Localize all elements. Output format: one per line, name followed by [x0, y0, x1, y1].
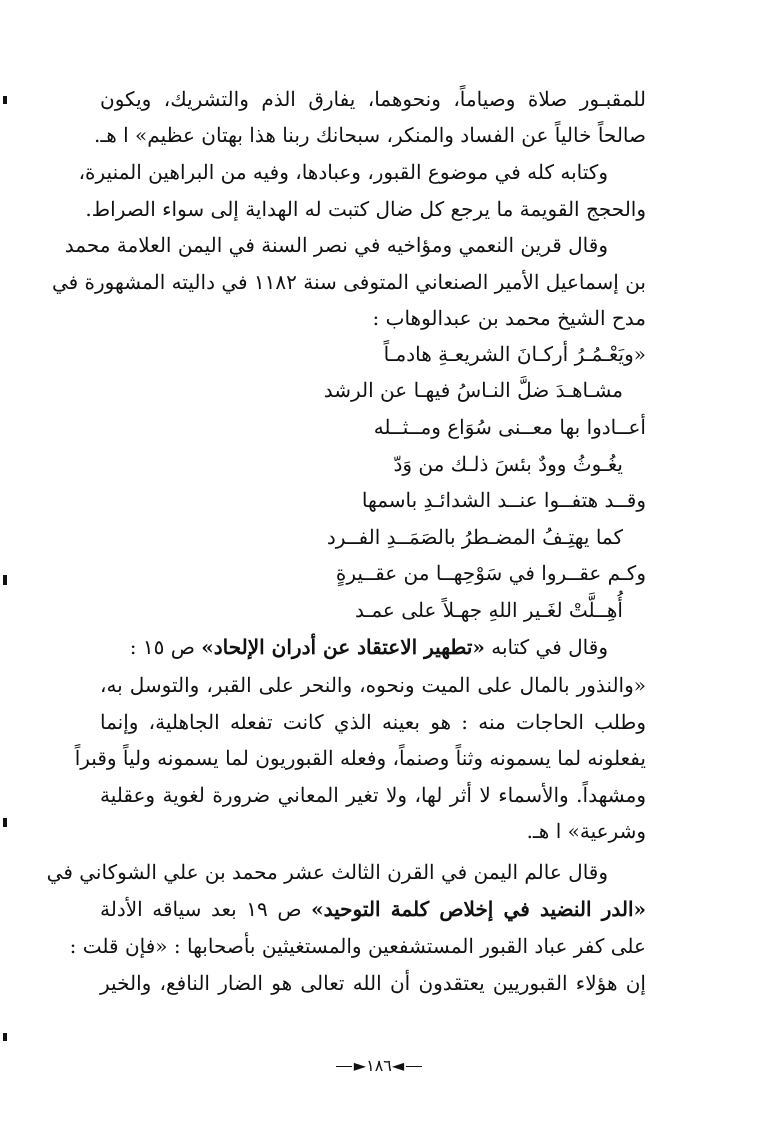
text-line: يفعلونه لما يسمونه وثناً وصنماً، وفعله القبوريون لما يسمونه ولياً وقبراً — [74, 746, 646, 770]
text-line: والحجج القويمة ما يرجع كل ضال كتبت له الهداية إلى سواء الصراط. — [85, 197, 646, 221]
citation-line — [100, 892, 646, 926]
text-line: ومشهداً. والأسماء لا أثر لها، ولا تغير المعاني ضرورة لغوية وعقلية — [100, 783, 646, 807]
citation-rest: ص ١٩ بعد سياقه الأدلة — [100, 897, 312, 921]
citation-intro: وقال في كتابه — [484, 635, 608, 659]
text-line: وطلب الحاجات منه : هو بعينه الذي كانت تفعله الجاهلية، وإنما — [100, 710, 646, 734]
text-line: صالحاً خالياً عن الفساد والمنكر، سبحانك ربنا هذا بهتان عظيم» ا هـ. — [93, 123, 646, 147]
scan-edge-mark — [3, 1033, 7, 1041]
poem-verse: مشـاهـدَ ضلَّ النـاسُ فيهـا عن الرشد — [323, 378, 623, 402]
page-number-value: ١٨٦ — [366, 1056, 392, 1075]
text-line: بن إسماعيل الأمير الصنعاني المتوفى سنة ١١٨٢ في داليته المشهورة في — [51, 270, 646, 294]
poem-verse: أُهِــلَّتْ لغَـير اللهِ جهـلاً على عمـد — [355, 598, 623, 622]
citation-line — [100, 630, 608, 664]
scan-edge-mark — [3, 96, 7, 104]
text-line: وكتابه كله في موضوع القبور، وعبادها، وفيه من البراهين المنيرة، — [78, 160, 608, 184]
text-line: وقال قرين النعمي ومؤاخيه في نصر السنة في اليمن العلامة محمد — [64, 233, 608, 257]
scan-edge-mark — [3, 818, 7, 827]
folio-ornament — [336, 1066, 352, 1067]
text-line: «والنذور بالمال على الميت ونحوه، والنحر على القبر، والتوسل به، — [100, 673, 646, 697]
page-number: ◄١٨٦► — [0, 1056, 758, 1075]
poem-verse: يغُـوثُ وودٌ بئسَ ذلـك من وَدّ — [393, 452, 623, 476]
text-line: على كفر عباد القبور المستشفعين والمستغيثين بأصحابها : «فإن قلت : — [69, 934, 646, 958]
text-line: وشرعية» ا هـ. — [526, 819, 646, 843]
poem-verse: وكـم عقــروا في سَوْحِهــا من عقــيرةٍ — [335, 561, 646, 585]
poem-verse: وقــد هتفــوا عنــد الشدائـدِ باسمها — [361, 488, 646, 512]
text-line: للمقبـور صلاة وصياماً، ونحوهما، يفارق الذم والتشريك، ويكون — [100, 87, 646, 111]
scan-edge-mark — [3, 575, 7, 585]
text-line: إن هؤلاء القبوريين يعتقدون أن الله تعالى هو الضار النافع، والخير — [100, 971, 646, 995]
poem-verse: «ويَعْـمُـرُ أركـانَ الشريعـةِ هادمـاً — [383, 342, 646, 366]
poem-verse: أعــادوا بها معــنى سُوَاع ومــثــله — [373, 415, 646, 439]
poem-verse: كما يهتِـفُ المضـطرُ بالصَمَــدِ الفــرد — [326, 525, 623, 549]
text-line: وقال عالم اليمن في القرن الثالث عشر محمد بن علي الشوكاني في — [46, 860, 608, 884]
citation-page: ص ١٥ : — [129, 635, 202, 659]
book-title: «تطهير الاعتقاد عن أدران الإلحاد» — [201, 635, 485, 659]
folio-ornament — [406, 1066, 422, 1067]
book-title: «الدر النضيد في إخلاص كلمة التوحيد» — [311, 897, 646, 921]
text-line: مدح الشيخ محمد بن عبدالوهاب : — [372, 306, 646, 330]
